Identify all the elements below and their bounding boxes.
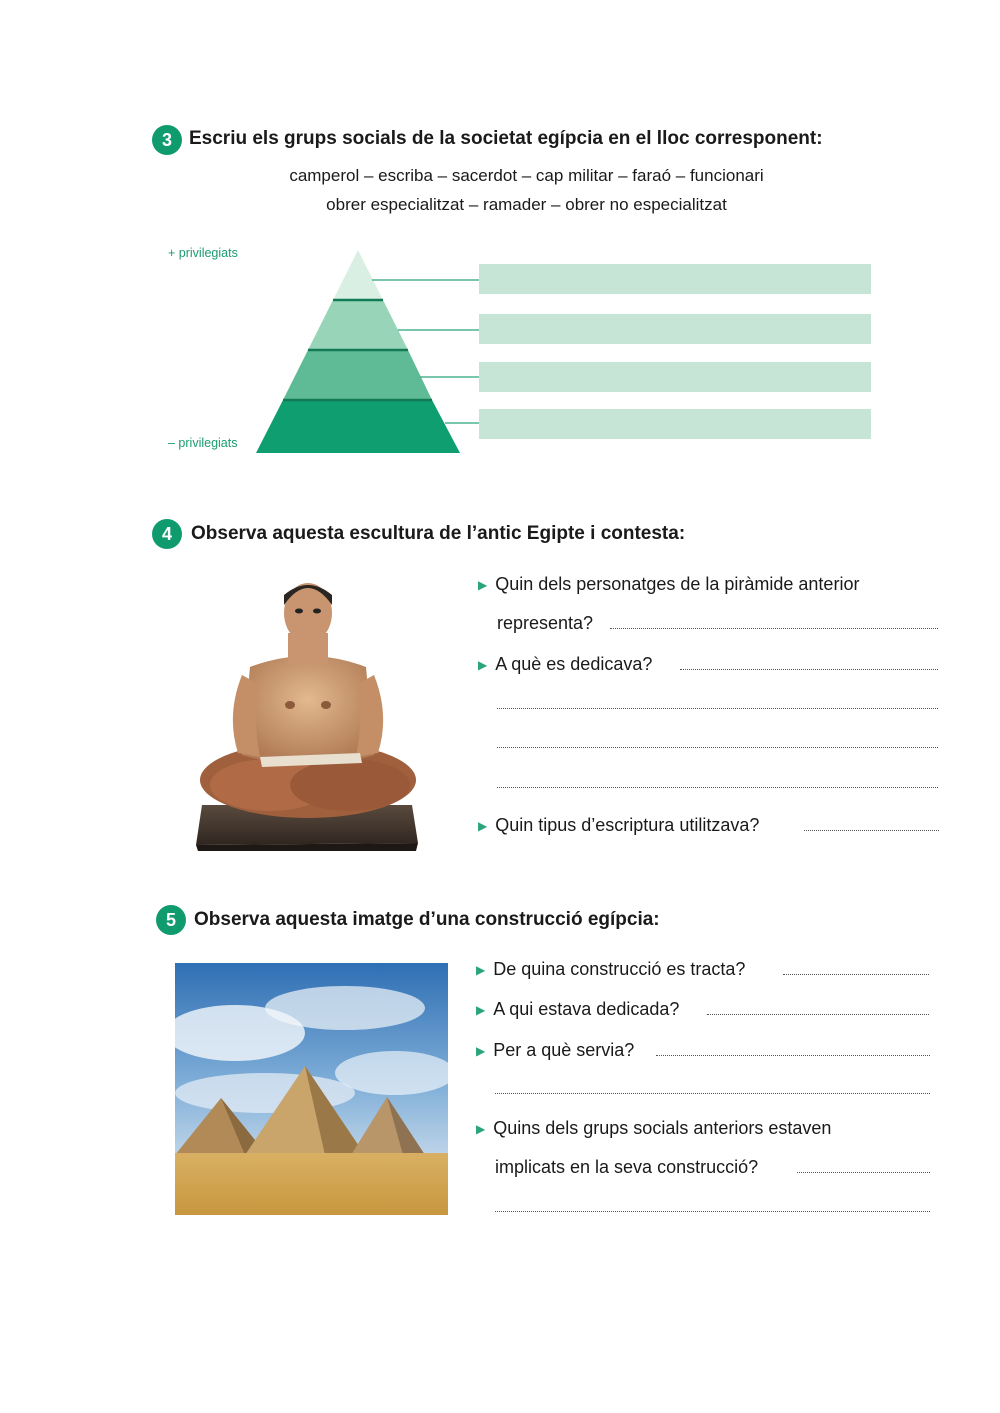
less-privileged-label: – privilegiats bbox=[168, 436, 238, 450]
giza-pyramids-image bbox=[175, 963, 448, 1215]
social-pyramid-diagram bbox=[0, 0, 1000, 480]
bullet-arrow-icon: ▶ bbox=[476, 1122, 486, 1136]
answer-box-3[interactable] bbox=[479, 362, 871, 392]
answer-box-1[interactable] bbox=[479, 264, 871, 294]
ex4-question-2: ▶ A què es dedicava? bbox=[478, 654, 653, 674]
ex4-question-1: ▶ Quin dels personatges de la piràmide anterior bbox=[478, 574, 860, 594]
ex5-answer-line-3[interactable] bbox=[656, 1055, 930, 1056]
ex5-answer-line-1[interactable] bbox=[783, 974, 929, 975]
ex5-answer-line-6[interactable] bbox=[495, 1211, 930, 1212]
more-privileged-label: + privilegiats bbox=[168, 246, 238, 260]
ex5-answer-line-4[interactable] bbox=[495, 1093, 930, 1094]
answer-box-2[interactable] bbox=[479, 314, 871, 344]
ex5-question-3: ▶ Per a què servia? bbox=[476, 1040, 635, 1060]
ex5-question-4: ▶ Quins dels grups socials anteriors estaven bbox=[476, 1118, 832, 1138]
bullet-arrow-icon: ▶ bbox=[476, 1044, 486, 1058]
bullet-arrow-icon: ▶ bbox=[478, 578, 488, 592]
seated-scribe-sculpture-image bbox=[190, 575, 425, 855]
word-list-line-1: camperol – escriba – sacerdot – cap militar – faraó – funcionari bbox=[289, 166, 764, 185]
pyramid-level-3 bbox=[283, 350, 432, 400]
exercise-4-number: 4 bbox=[152, 519, 182, 549]
answer-box-4[interactable] bbox=[479, 409, 871, 439]
exercise-3-title: Escriu els grups socials de la societat egípcia en el lloc corresponent: bbox=[189, 128, 823, 149]
ex5-question-1: ▶ De quina construcció es tracta? bbox=[476, 959, 746, 979]
ex5-question-2: ▶ A qui estava dedicada? bbox=[476, 999, 680, 1019]
ex4-answer-line-4[interactable] bbox=[497, 747, 938, 748]
pyramid-level-2 bbox=[308, 300, 408, 350]
ex4-answer-line-6[interactable] bbox=[804, 830, 939, 831]
exercise-5-title: Observa aquesta imatge d’una construcció egípcia: bbox=[194, 909, 660, 930]
ex4-answer-line-2[interactable] bbox=[680, 669, 938, 670]
bullet-arrow-icon: ▶ bbox=[476, 963, 486, 977]
ex4-answer-line-1[interactable] bbox=[610, 628, 938, 629]
ex4-answer-line-5[interactable] bbox=[497, 787, 938, 788]
ex5-answer-line-2[interactable] bbox=[707, 1014, 929, 1015]
ex4-question-3: ▶ Quin tipus d’escriptura utilitzava? bbox=[478, 815, 760, 835]
bullet-arrow-icon: ▶ bbox=[476, 1003, 486, 1017]
exercise-5-number: 5 bbox=[156, 905, 186, 935]
ex5-answer-line-5[interactable] bbox=[797, 1172, 930, 1173]
exercise-4-title: Observa aquesta escultura de l’antic Egipte i contesta: bbox=[191, 523, 686, 544]
ex4-question-1-cont: representa? bbox=[497, 613, 594, 633]
ex4-answer-line-3[interactable] bbox=[497, 708, 938, 709]
bullet-arrow-icon: ▶ bbox=[478, 819, 488, 833]
pyramid-level-4 bbox=[256, 400, 460, 453]
pyramid-level-1 bbox=[333, 250, 383, 300]
bullet-arrow-icon: ▶ bbox=[478, 658, 488, 672]
ex5-question-4-cont: implicats en la seva construcció? bbox=[495, 1157, 759, 1177]
word-list-line-2: obrer especialitzat – ramader – obrer no especialitzat bbox=[326, 195, 727, 214]
exercise-3-number: 3 bbox=[152, 125, 182, 155]
